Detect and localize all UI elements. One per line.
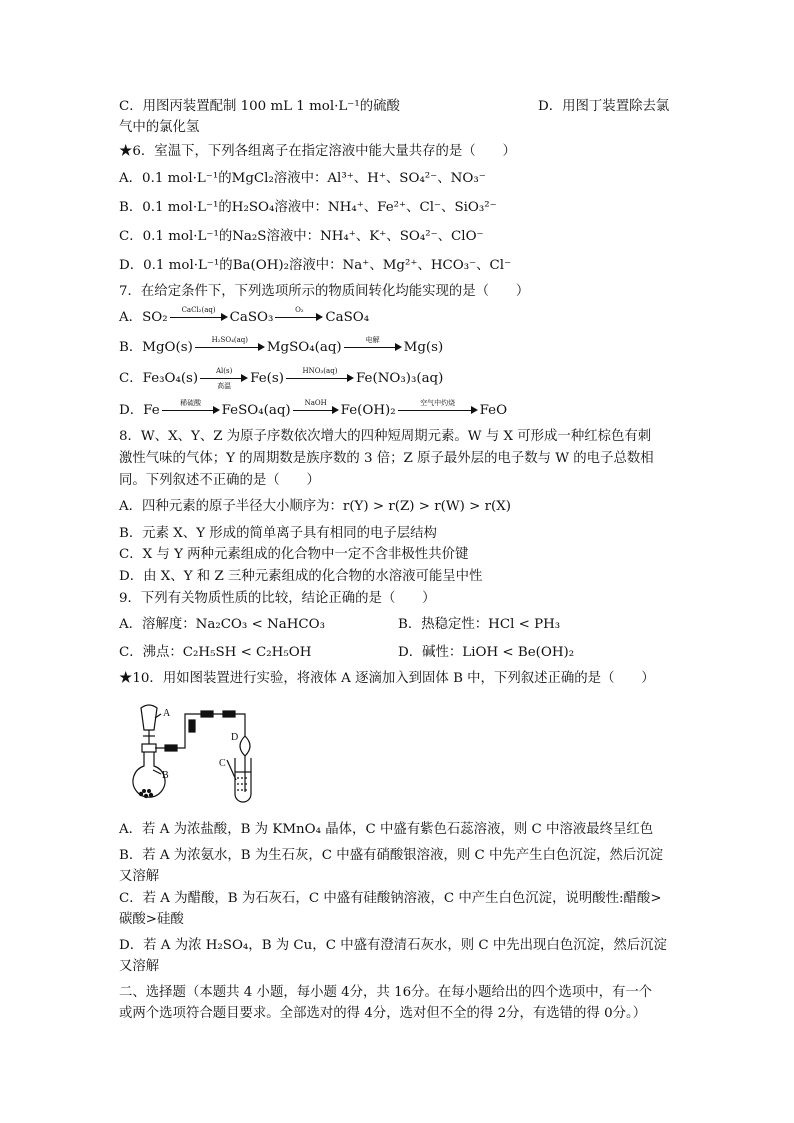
q7b-arrow-1 — [195, 335, 265, 355]
test-tube-c — [235, 758, 251, 802]
funnel-body — [141, 705, 157, 730]
q9-option-c: C．沸点：C₂H₅SH < C₂H₅OH — [119, 645, 312, 660]
q10-option-a: A．若 A 为浓盐酸，B 为 KMnO₄ 晶体，C 中盛有紫色石蕊溶液，则 C 中溶液最终呈红色 — [119, 822, 654, 837]
q7d-s3: Fe(OH)₂ — [340, 403, 396, 418]
q7c-arrow-1 — [200, 366, 248, 390]
q7-option-c — [119, 366, 444, 390]
line-1d: D．用图丁装置除去氯 — [538, 99, 670, 114]
q7c-cond-1b: 高温 — [217, 381, 232, 390]
q10-option-d-line-2: 又溶解 — [119, 959, 160, 974]
q7c-s2: Fe(s) — [250, 371, 284, 386]
q9-option-b: B．热稳定性：HCl < PH₃ — [398, 617, 561, 632]
q9-option-a: A．溶解度：Na₂CO₃ < NaHCO₃ — [119, 617, 325, 632]
question-10: ★10．用如图装置进行实验，将液体 A 逐滴加入到固体 B 中，下列叙述正确的是（ ） — [119, 671, 655, 686]
q10-option-b-line-1: B．若 A 为浓氨水，B 为生石灰，C 中盛有硝酸银溶液，则 C 中先产生白色沉淀，然后沉淀 — [119, 848, 664, 863]
q7a-arrow-2 — [275, 305, 323, 325]
q7c-cond-1: Al(s) — [215, 366, 233, 375]
q7a-label: A． — [119, 310, 143, 325]
q7c-s1: Fe₃O₄(s) — [142, 371, 199, 386]
q7d-arrow-1 — [162, 398, 220, 418]
q8-option-b: B．元素 X、Y 形成的简单离子具有相同的电子层结构 — [119, 526, 437, 541]
q7d-s1: Fe — [143, 403, 160, 418]
q10-option-c-line-1: C．若 A 为醋酸，B 为石灰石，C 中盛有硅酸钠溶液，C 中产生白色沉淀，说明酸性:醋酸> — [119, 891, 662, 906]
q7d-cond-3: 空气中灼烧 — [420, 398, 456, 407]
q6-option-b: B．0.1 mol·L⁻¹的H₂SO₄溶液中：NH₄⁺、Fe²⁺、Cl⁻、SiO₃²⁻ — [119, 200, 497, 215]
q7b-arrow-2 — [344, 335, 402, 355]
question-7: 7．在给定条件下，下列选项所示的物质间转化均能实现的是（ ） — [119, 284, 530, 299]
q8-option-a: A．四种元素的原子半径大小顺序为：r(Y) > r(Z) > r(W) > r(X) — [119, 499, 511, 514]
q7d-arrow-3 — [398, 398, 478, 418]
q7b-s2: MgSO₄(aq) — [266, 340, 342, 355]
q10-option-c-line-2: 碳酸>硅酸 — [119, 912, 184, 927]
section-2-line-2: 或两个选项符合题目要求。全部选对的得 4分，选对但不全的得 2分，有选错的得 0分。） — [119, 1006, 647, 1021]
q7c-label: C． — [119, 371, 143, 386]
apparatus-figure — [119, 700, 279, 810]
q7b-s1: MgO(s) — [142, 340, 193, 355]
question-9: 9．下列有关物质性质的比较，结论正确的是（ ） — [119, 591, 436, 606]
q8-option-c: C．X 与 Y 两种元素组成的化合物中一定不含非极性共价键 — [119, 547, 469, 562]
q7a-s3: CaSO₄ — [325, 310, 370, 325]
q7d-s2: FeSO₄(aq) — [221, 403, 291, 418]
label-a: A — [163, 708, 171, 719]
q7a-s2: CaSO₃ — [229, 310, 274, 325]
q7a-s1: SO₂ — [142, 310, 168, 325]
q7b-s3: Mg(s) — [403, 340, 444, 355]
q9-option-d: D．碱性：LiOH < Be(OH)₂ — [398, 645, 575, 660]
label-d: D — [231, 732, 239, 743]
q7d-label: D． — [119, 403, 144, 418]
q7-option-b — [119, 335, 444, 358]
q10-option-d-line-1: D．若 A 为浓 H₂SO₄，B 为 Cu，C 中盛有澄清石灰水，则 C 中先出现白色沉淀，然后沉淀 — [119, 938, 667, 953]
q7-option-d — [119, 398, 508, 421]
q7d-s4: FeO — [479, 403, 508, 418]
q7b-label: B． — [119, 340, 143, 355]
bulb-d — [240, 736, 250, 756]
q7b-cond-2: 电解 — [365, 335, 380, 344]
question-8-line-2: 激性气味的气体；Y 的周期数是族序数的 3 倍；Z 原子最外层的电子数与 W 的电子总数相 — [119, 451, 654, 466]
q6-option-a: A．0.1 mol·L⁻¹的MgCl₂溶液中：Al³⁺、H⁺、SO₄²⁻、NO₃⁻ — [119, 171, 486, 186]
q7-option-a — [119, 305, 370, 328]
q7d-cond-2: NaOH — [304, 398, 327, 407]
question-6: ★6．室温下，下列各组离子在指定溶液中能大量共存的是（ ） — [119, 144, 516, 159]
q7c-arrow-2 — [286, 366, 354, 386]
q6-option-d: D．0.1 mol·L⁻¹的Ba(OH)₂溶液中：Na⁺、Mg²⁺、HCO₃⁻、Cl⁻ — [119, 258, 512, 273]
line-2: 气中的氯化氢 — [119, 120, 200, 135]
label-b: B — [162, 770, 169, 781]
q6-option-c: C．0.1 mol·L⁻¹的Na₂S溶液中：NH₄⁺、K⁺、SO₄²⁻、ClO⁻ — [119, 229, 484, 244]
q7d-cond-1: 稀硫酸 — [180, 398, 202, 407]
question-8-line-3: 同。下列叙述不正确的是（ ） — [119, 473, 320, 488]
q8-option-d: D．由 X、Y 和 Z 三种元素组成的化合物的水溶液可能呈中性 — [119, 569, 483, 584]
q7a-arrow-1 — [170, 305, 228, 325]
q7a-cond-1: CaCl₂(aq) — [181, 305, 216, 314]
line-1c: C．用图丙装置配制 100 mL 1 mol·L⁻¹的硫酸 — [119, 99, 400, 114]
q10-option-b-line-2: 又溶解 — [119, 869, 160, 884]
section-2-line-1: 二、选择题（本题共 4 小题，每小题 4分，共 16分。在每小题给出的四个选项中，有一个 — [119, 985, 653, 1000]
q7a-cond-2: O₂ — [295, 305, 304, 314]
label-c: C — [219, 758, 226, 769]
question-8-line-1: 8．W、X、Y、Z 为原子序数依次增大的四种短周期元素。W 与 X 可形成一种红棕色有刺 — [119, 429, 652, 444]
q7b-cond-1: H₂SO₄(aq) — [211, 335, 249, 344]
q7c-s3: Fe(NO₃)₃(aq) — [355, 371, 444, 386]
q7d-arrow-2 — [293, 398, 339, 418]
q7c-cond-2: HNO₃(aq) — [302, 366, 338, 375]
